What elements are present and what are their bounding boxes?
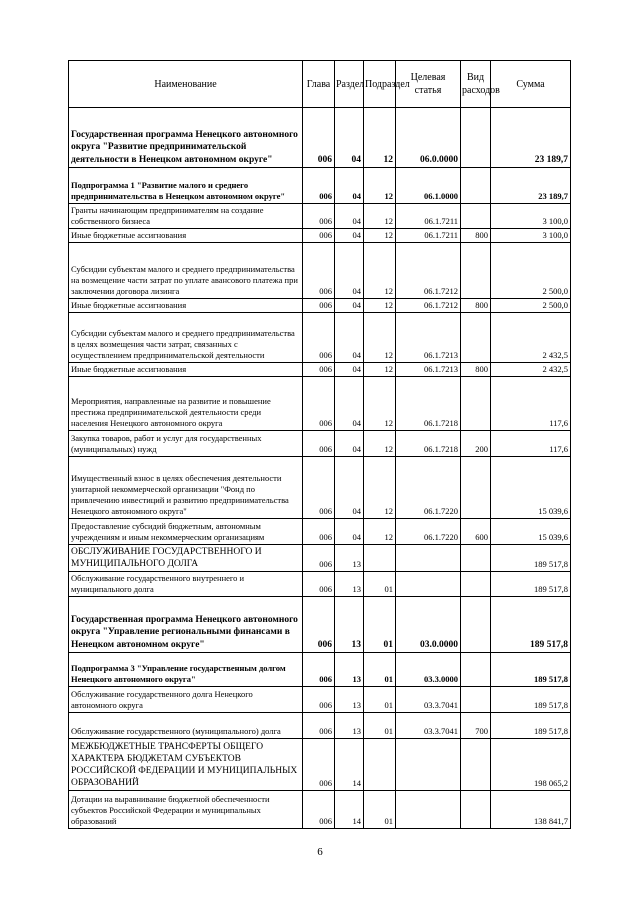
row-target: 06.1.7211 bbox=[396, 204, 461, 229]
table-row bbox=[69, 545, 571, 572]
row-chapter: 006 bbox=[303, 168, 335, 204]
row-subsection: 01 bbox=[364, 597, 396, 653]
row-sum: 2 432,5 bbox=[491, 313, 571, 363]
table-body bbox=[69, 108, 571, 829]
row-target bbox=[396, 791, 461, 829]
row-sum: 23 189,7 bbox=[491, 108, 571, 168]
table-row bbox=[69, 519, 571, 545]
row-sum: 189 517,8 bbox=[491, 572, 571, 597]
row-subsection: 12 bbox=[364, 519, 396, 545]
row-exptype bbox=[461, 739, 491, 791]
row-name: Подпрограмма 3 "Управление государственным долгом Ненецкого автономного округа" bbox=[69, 653, 303, 687]
row-target: 06.1.7211 bbox=[396, 229, 461, 243]
row-subsection: 12 bbox=[364, 363, 396, 377]
row-target: 06.1.7220 bbox=[396, 457, 461, 519]
row-section: 04 bbox=[335, 204, 364, 229]
row-chapter: 006 bbox=[303, 204, 335, 229]
row-target: 06.1.7213 bbox=[396, 363, 461, 377]
row-section: 14 bbox=[335, 791, 364, 829]
row-sum: 189 517,8 bbox=[491, 545, 571, 572]
row-subsection: 12 bbox=[364, 299, 396, 313]
row-exptype bbox=[461, 545, 491, 572]
row-target: 03.3.0000 bbox=[396, 653, 461, 687]
row-sum: 189 517,8 bbox=[491, 597, 571, 653]
row-name: Государственная программа Ненецкого автономного округа "Развитие предпринимательской деятельности в Ненецком автономном округе" bbox=[69, 108, 303, 168]
row-target: 06.1.7218 bbox=[396, 431, 461, 457]
row-target bbox=[396, 545, 461, 572]
header-section: Раздел bbox=[335, 61, 364, 108]
row-sum: 15 039,6 bbox=[491, 519, 571, 545]
row-exptype bbox=[461, 791, 491, 829]
header-sum: Сумма bbox=[491, 61, 571, 108]
header-exptype: Вид расходов bbox=[461, 61, 491, 108]
row-exptype: 600 bbox=[461, 519, 491, 545]
row-name: Иные бюджетные ассигнования bbox=[69, 363, 303, 377]
row-target: 03.3.7041 bbox=[396, 687, 461, 713]
row-name: Обслуживание государственного внутреннего и муниципального долга bbox=[69, 572, 303, 597]
row-name: МЕЖБЮДЖЕТНЫЕ ТРАНСФЕРТЫ ОБЩЕГО ХАРАКТЕРА БЮДЖЕТАМ СУБЪЕКТОВ РОССИЙСКОЙ ФЕДЕРАЦИИ И МУНИЦИПАЛЬНЫХ ОБРАЗОВАНИЙ bbox=[69, 739, 303, 791]
row-chapter: 006 bbox=[303, 431, 335, 457]
row-target: 06.1.7212 bbox=[396, 243, 461, 299]
row-exptype: 200 bbox=[461, 431, 491, 457]
row-sum: 3 100,0 bbox=[491, 204, 571, 229]
row-subsection: 12 bbox=[364, 108, 396, 168]
row-sum: 189 517,8 bbox=[491, 687, 571, 713]
header-name: Наименование bbox=[69, 61, 303, 108]
row-subsection: 01 bbox=[364, 572, 396, 597]
row-target: 06.0.0000 bbox=[396, 108, 461, 168]
row-name: ОБСЛУЖИВАНИЕ ГОСУДАРСТВЕННОГО И МУНИЦИПАЛЬНОГО ДОЛГА bbox=[69, 545, 303, 572]
row-section: 04 bbox=[335, 519, 364, 545]
row-section: 14 bbox=[335, 739, 364, 791]
row-subsection: 01 bbox=[364, 713, 396, 739]
row-target: 06.1.7212 bbox=[396, 299, 461, 313]
row-name: Закупка товаров, работ и услуг для государственных (муниципальных) нужд bbox=[69, 431, 303, 457]
row-section: 13 bbox=[335, 653, 364, 687]
row-name: Субсидии субъектам малого и среднего предпринимательства в целях возмещения части затрат, связанных с осуществлением предпринимательской деятельности bbox=[69, 313, 303, 363]
row-section: 04 bbox=[335, 457, 364, 519]
row-sum: 23 189,7 bbox=[491, 168, 571, 204]
page-number: 6 bbox=[317, 846, 323, 858]
row-section: 13 bbox=[335, 687, 364, 713]
row-sum: 2 500,0 bbox=[491, 243, 571, 299]
row-chapter: 006 bbox=[303, 457, 335, 519]
row-sum: 117,6 bbox=[491, 431, 571, 457]
row-section: 13 bbox=[335, 545, 364, 572]
table-row bbox=[69, 597, 571, 653]
row-chapter: 006 bbox=[303, 229, 335, 243]
row-section: 13 bbox=[335, 572, 364, 597]
row-target: 03.0.0000 bbox=[396, 597, 461, 653]
row-exptype: 800 bbox=[461, 299, 491, 313]
row-sum: 3 100,0 bbox=[491, 229, 571, 243]
header-chapter: Глава bbox=[303, 61, 335, 108]
row-subsection bbox=[364, 545, 396, 572]
table-row bbox=[69, 713, 571, 739]
row-subsection: 12 bbox=[364, 204, 396, 229]
row-exptype: 800 bbox=[461, 229, 491, 243]
table-row bbox=[69, 653, 571, 687]
row-chapter: 006 bbox=[303, 572, 335, 597]
row-target: 06.1.7213 bbox=[396, 313, 461, 363]
row-name: Иные бюджетные ассигнования bbox=[69, 229, 303, 243]
row-chapter: 006 bbox=[303, 791, 335, 829]
row-target: 06.1.0000 bbox=[396, 168, 461, 204]
row-sum: 189 517,8 bbox=[491, 653, 571, 687]
row-name: Иные бюджетные ассигнования bbox=[69, 299, 303, 313]
row-name: Гранты начинающим предпринимателям на создание собственного бизнеса bbox=[69, 204, 303, 229]
row-target: 03.3.7041 bbox=[396, 713, 461, 739]
table-row bbox=[69, 791, 571, 829]
header-target: Целевая статья bbox=[396, 61, 461, 108]
table-row bbox=[69, 572, 571, 597]
row-chapter: 006 bbox=[303, 243, 335, 299]
table-row bbox=[69, 457, 571, 519]
row-sum: 117,6 bbox=[491, 377, 571, 431]
row-name: Государственная программа Ненецкого автономного округа "Управление региональными финансами в Ненецком автономном округе" bbox=[69, 597, 303, 653]
row-exptype bbox=[461, 377, 491, 431]
row-name: Мероприятия, направленные на развитие и повышение престижа предпринимательской деятельности среди населения Ненецкого автономного округа bbox=[69, 377, 303, 431]
row-sum: 2 432,5 bbox=[491, 363, 571, 377]
row-subsection: 01 bbox=[364, 653, 396, 687]
row-exptype bbox=[461, 572, 491, 597]
table-row bbox=[69, 377, 571, 431]
row-chapter: 006 bbox=[303, 597, 335, 653]
row-target: 06.1.7220 bbox=[396, 519, 461, 545]
row-sum: 189 517,8 bbox=[491, 713, 571, 739]
table-row bbox=[69, 739, 571, 791]
row-sum: 138 841,7 bbox=[491, 791, 571, 829]
row-name: Предоставление субсидий бюджетным, автономным учреждениям и иным некоммерческим организациям bbox=[69, 519, 303, 545]
row-chapter: 006 bbox=[303, 739, 335, 791]
row-section: 04 bbox=[335, 168, 364, 204]
table-row bbox=[69, 229, 571, 243]
table-row bbox=[69, 313, 571, 363]
table-row bbox=[69, 168, 571, 204]
row-exptype bbox=[461, 457, 491, 519]
row-sum: 198 065,2 bbox=[491, 739, 571, 791]
row-section: 13 bbox=[335, 713, 364, 739]
row-chapter: 006 bbox=[303, 519, 335, 545]
budget-table bbox=[68, 60, 571, 829]
row-name: Имущественный взнос в целях обеспечения деятельности унитарной некоммерческой организации "Фонд по привлечению инвестиций и развитию предпринимательства Ненецкого автономного округа" bbox=[69, 457, 303, 519]
row-exptype: 800 bbox=[461, 363, 491, 377]
row-section: 04 bbox=[335, 229, 364, 243]
row-section: 04 bbox=[335, 243, 364, 299]
table-row bbox=[69, 204, 571, 229]
row-exptype bbox=[461, 108, 491, 168]
row-section: 04 bbox=[335, 108, 364, 168]
table-header-row bbox=[69, 61, 571, 108]
row-chapter: 006 bbox=[303, 377, 335, 431]
row-name: Субсидии субъектам малого и среднего предпринимательства на возмещение части затрат по уплате авансового платежа при заключении договора лизинга bbox=[69, 243, 303, 299]
row-chapter: 006 bbox=[303, 363, 335, 377]
row-subsection: 12 bbox=[364, 243, 396, 299]
row-chapter: 006 bbox=[303, 653, 335, 687]
row-exptype bbox=[461, 168, 491, 204]
row-chapter: 006 bbox=[303, 313, 335, 363]
row-sum: 15 039,6 bbox=[491, 457, 571, 519]
row-exptype bbox=[461, 687, 491, 713]
row-section: 04 bbox=[335, 431, 364, 457]
row-section: 04 bbox=[335, 377, 364, 431]
row-exptype bbox=[461, 597, 491, 653]
row-name: Обслуживание государственного долга Ненецкого автономного округа bbox=[69, 687, 303, 713]
row-target: 06.1.7218 bbox=[396, 377, 461, 431]
table-row bbox=[69, 687, 571, 713]
row-chapter: 006 bbox=[303, 299, 335, 313]
row-subsection bbox=[364, 739, 396, 791]
row-chapter: 006 bbox=[303, 687, 335, 713]
row-subsection: 01 bbox=[364, 791, 396, 829]
table-row bbox=[69, 299, 571, 313]
header-subsection: Подраздел bbox=[364, 61, 396, 108]
row-sum: 2 500,0 bbox=[491, 299, 571, 313]
row-subsection: 12 bbox=[364, 457, 396, 519]
table-row bbox=[69, 431, 571, 457]
row-section: 13 bbox=[335, 597, 364, 653]
row-exptype bbox=[461, 653, 491, 687]
row-subsection: 01 bbox=[364, 687, 396, 713]
row-subsection: 12 bbox=[364, 377, 396, 431]
table-row bbox=[69, 243, 571, 299]
row-chapter: 006 bbox=[303, 545, 335, 572]
row-section: 04 bbox=[335, 299, 364, 313]
row-target bbox=[396, 739, 461, 791]
row-target bbox=[396, 572, 461, 597]
row-name: Обслуживание государственного (муниципального) долга bbox=[69, 713, 303, 739]
row-subsection: 12 bbox=[364, 168, 396, 204]
row-subsection: 12 bbox=[364, 313, 396, 363]
row-exptype bbox=[461, 313, 491, 363]
row-subsection: 12 bbox=[364, 229, 396, 243]
table-row bbox=[69, 108, 571, 168]
table-row bbox=[69, 363, 571, 377]
row-exptype bbox=[461, 204, 491, 229]
row-section: 04 bbox=[335, 313, 364, 363]
row-chapter: 006 bbox=[303, 713, 335, 739]
row-exptype: 700 bbox=[461, 713, 491, 739]
row-name: Подпрограмма 1 "Развитие малого и среднего предпринимательства в Ненецком автономном округе" bbox=[69, 168, 303, 204]
row-chapter: 006 bbox=[303, 108, 335, 168]
row-subsection: 12 bbox=[364, 431, 396, 457]
row-name: Дотации на выравнивание бюджетной обеспеченности субъектов Российской Федерации и муниципальных образований bbox=[69, 791, 303, 829]
row-exptype bbox=[461, 243, 491, 299]
row-section: 04 bbox=[335, 363, 364, 377]
